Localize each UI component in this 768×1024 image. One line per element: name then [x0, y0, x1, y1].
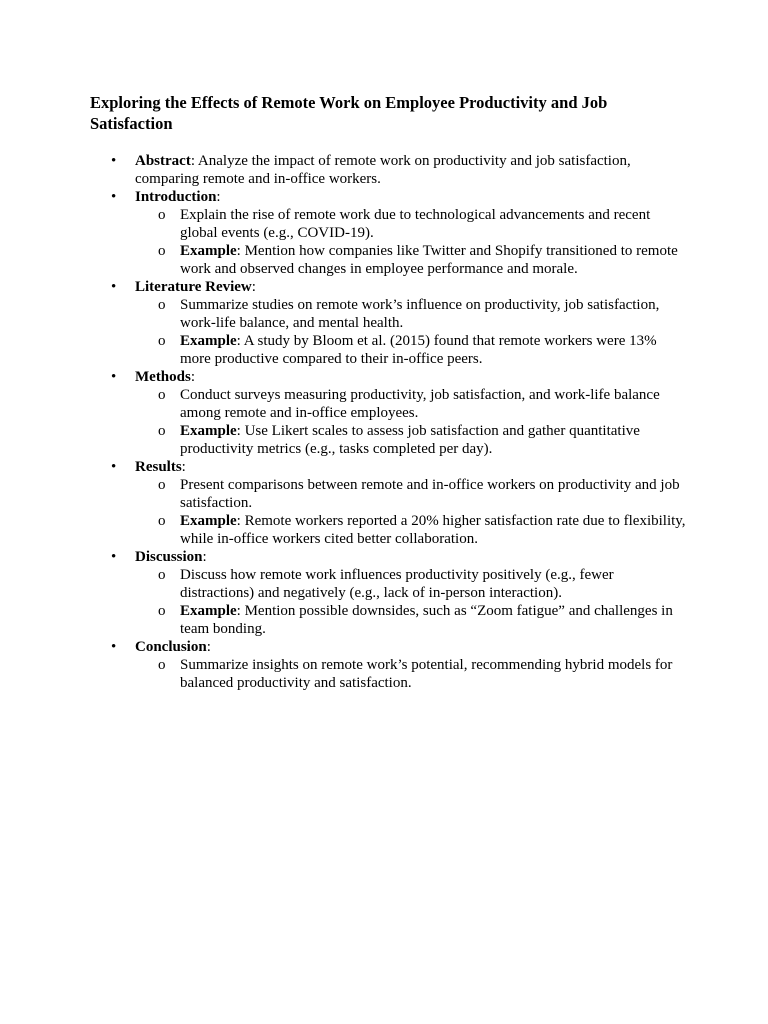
- section-heading: [135, 188, 690, 206]
- sub-item: [135, 206, 690, 242]
- sub-item: [135, 296, 690, 332]
- section-label: Discussion: [135, 549, 203, 565]
- section-text: : Analyze the impact of remote work on productivity and job satisfaction, comparing remote and in-office workers.: [135, 153, 631, 187]
- outline-section: [90, 638, 690, 692]
- sub-list: [135, 386, 690, 458]
- sub-list: [135, 296, 690, 368]
- bullet-icon: •: [111, 549, 117, 565]
- outline-section: [90, 548, 690, 638]
- sub-item-text: Present comparisons between remote and in-office workers on productivity and job satisfaction.: [180, 477, 680, 511]
- section-heading: [135, 278, 690, 296]
- document-title: Exploring the Effects of Remote Work on Employee Productivity and Job Satisfaction: [90, 93, 608, 133]
- section-heading: [135, 152, 690, 188]
- sub-list: [135, 476, 690, 548]
- section-label: Abstract: [135, 153, 191, 169]
- sub-item: [135, 422, 690, 458]
- circle-bullet-icon: o: [158, 207, 166, 223]
- sub-item-text: : A study by Bloom et al. (2015) found that remote workers were 13% more productive compared to their in-office peers.: [180, 333, 657, 367]
- section-label: Conclusion: [135, 639, 207, 655]
- circle-bullet-icon: o: [158, 477, 166, 493]
- sub-item-text: Discuss how remote work influences productivity positively (e.g., fewer distractions) and negatively (e.g., lack of in-person interaction).: [180, 567, 614, 601]
- sub-item: [135, 332, 690, 368]
- circle-bullet-icon: o: [158, 567, 166, 583]
- section-label: Results: [135, 459, 182, 475]
- section-label: Introduction: [135, 189, 217, 205]
- section-text: :: [206, 639, 211, 655]
- circle-bullet-icon: o: [158, 333, 166, 349]
- bullet-icon: •: [111, 153, 117, 169]
- section-text: :: [202, 549, 207, 565]
- circle-bullet-icon: o: [158, 657, 166, 673]
- sub-list: [135, 656, 690, 692]
- sub-item: [135, 566, 690, 602]
- sub-list: [135, 206, 690, 278]
- section-heading: [135, 458, 690, 476]
- bullet-icon: •: [111, 369, 117, 385]
- bullet-icon: •: [111, 639, 117, 655]
- sub-list: [135, 566, 690, 638]
- sub-item-text: Summarize insights on remote work’s potential, recommending hybrid models for balanced productivity and satisfaction.: [180, 657, 673, 691]
- sub-item-label: Example: [180, 423, 237, 439]
- sub-item-text: Explain the rise of remote work due to technological advancements and recent global events (e.g., COVID-19).: [180, 207, 651, 241]
- sub-item-text: : Mention possible downsides, such as “Zoom fatigue” and challenges in team bonding.: [180, 603, 673, 637]
- sub-item-text: Summarize studies on remote work’s influence on productivity, job satisfaction, work-life balance, and mental health.: [180, 297, 660, 331]
- section-heading: [135, 368, 690, 386]
- sub-item: [135, 476, 690, 512]
- bullet-icon: •: [111, 459, 117, 475]
- circle-bullet-icon: o: [158, 603, 166, 619]
- section-label: Methods: [135, 369, 191, 385]
- section-text: :: [190, 369, 196, 385]
- section-heading: [135, 638, 690, 656]
- circle-bullet-icon: o: [158, 513, 166, 529]
- circle-bullet-icon: o: [158, 243, 166, 259]
- document-page: [90, 92, 690, 692]
- circle-bullet-icon: o: [158, 387, 166, 403]
- sub-item-label: Example: [180, 243, 237, 259]
- section-heading: [135, 548, 690, 566]
- sub-item: [135, 656, 690, 692]
- circle-bullet-icon: o: [158, 423, 166, 439]
- section-text: :: [216, 189, 221, 205]
- sub-item-text: : Use Likert scales to assess job satisfaction and gather quantitative productivity metrics (e.g., tasks completed per day).: [180, 423, 640, 457]
- sub-item: [135, 386, 690, 422]
- outline-section: [90, 458, 690, 548]
- outline-section: [90, 278, 690, 368]
- sub-item: [135, 242, 690, 278]
- outline-section: [90, 368, 690, 458]
- outline-section: [90, 188, 690, 278]
- section-text: :: [181, 459, 186, 475]
- bullet-icon: •: [111, 189, 117, 205]
- sub-item-text: Conduct surveys measuring productivity, job satisfaction, and work-life balance among remote and in-office employees.: [180, 387, 660, 421]
- outline-section: [90, 152, 690, 188]
- sub-item-text: : Remote workers reported a 20% higher satisfaction rate due to flexibility, while in-office workers cited better collaboration.: [180, 513, 686, 547]
- sub-item: [135, 512, 690, 548]
- outline-list: [90, 152, 690, 692]
- circle-bullet-icon: o: [158, 297, 166, 313]
- sub-item-label: Example: [180, 513, 237, 529]
- sub-item-label: Example: [180, 333, 237, 349]
- sub-item: [135, 602, 690, 638]
- bullet-icon: •: [111, 279, 117, 295]
- sub-item-label: Example: [180, 603, 237, 619]
- section-label: Literature Review: [135, 279, 252, 295]
- sub-item-text: : Mention how companies like Twitter and Shopify transitioned to remote work and observed changes in employee performance and morale.: [180, 243, 678, 277]
- section-text: :: [251, 279, 256, 295]
